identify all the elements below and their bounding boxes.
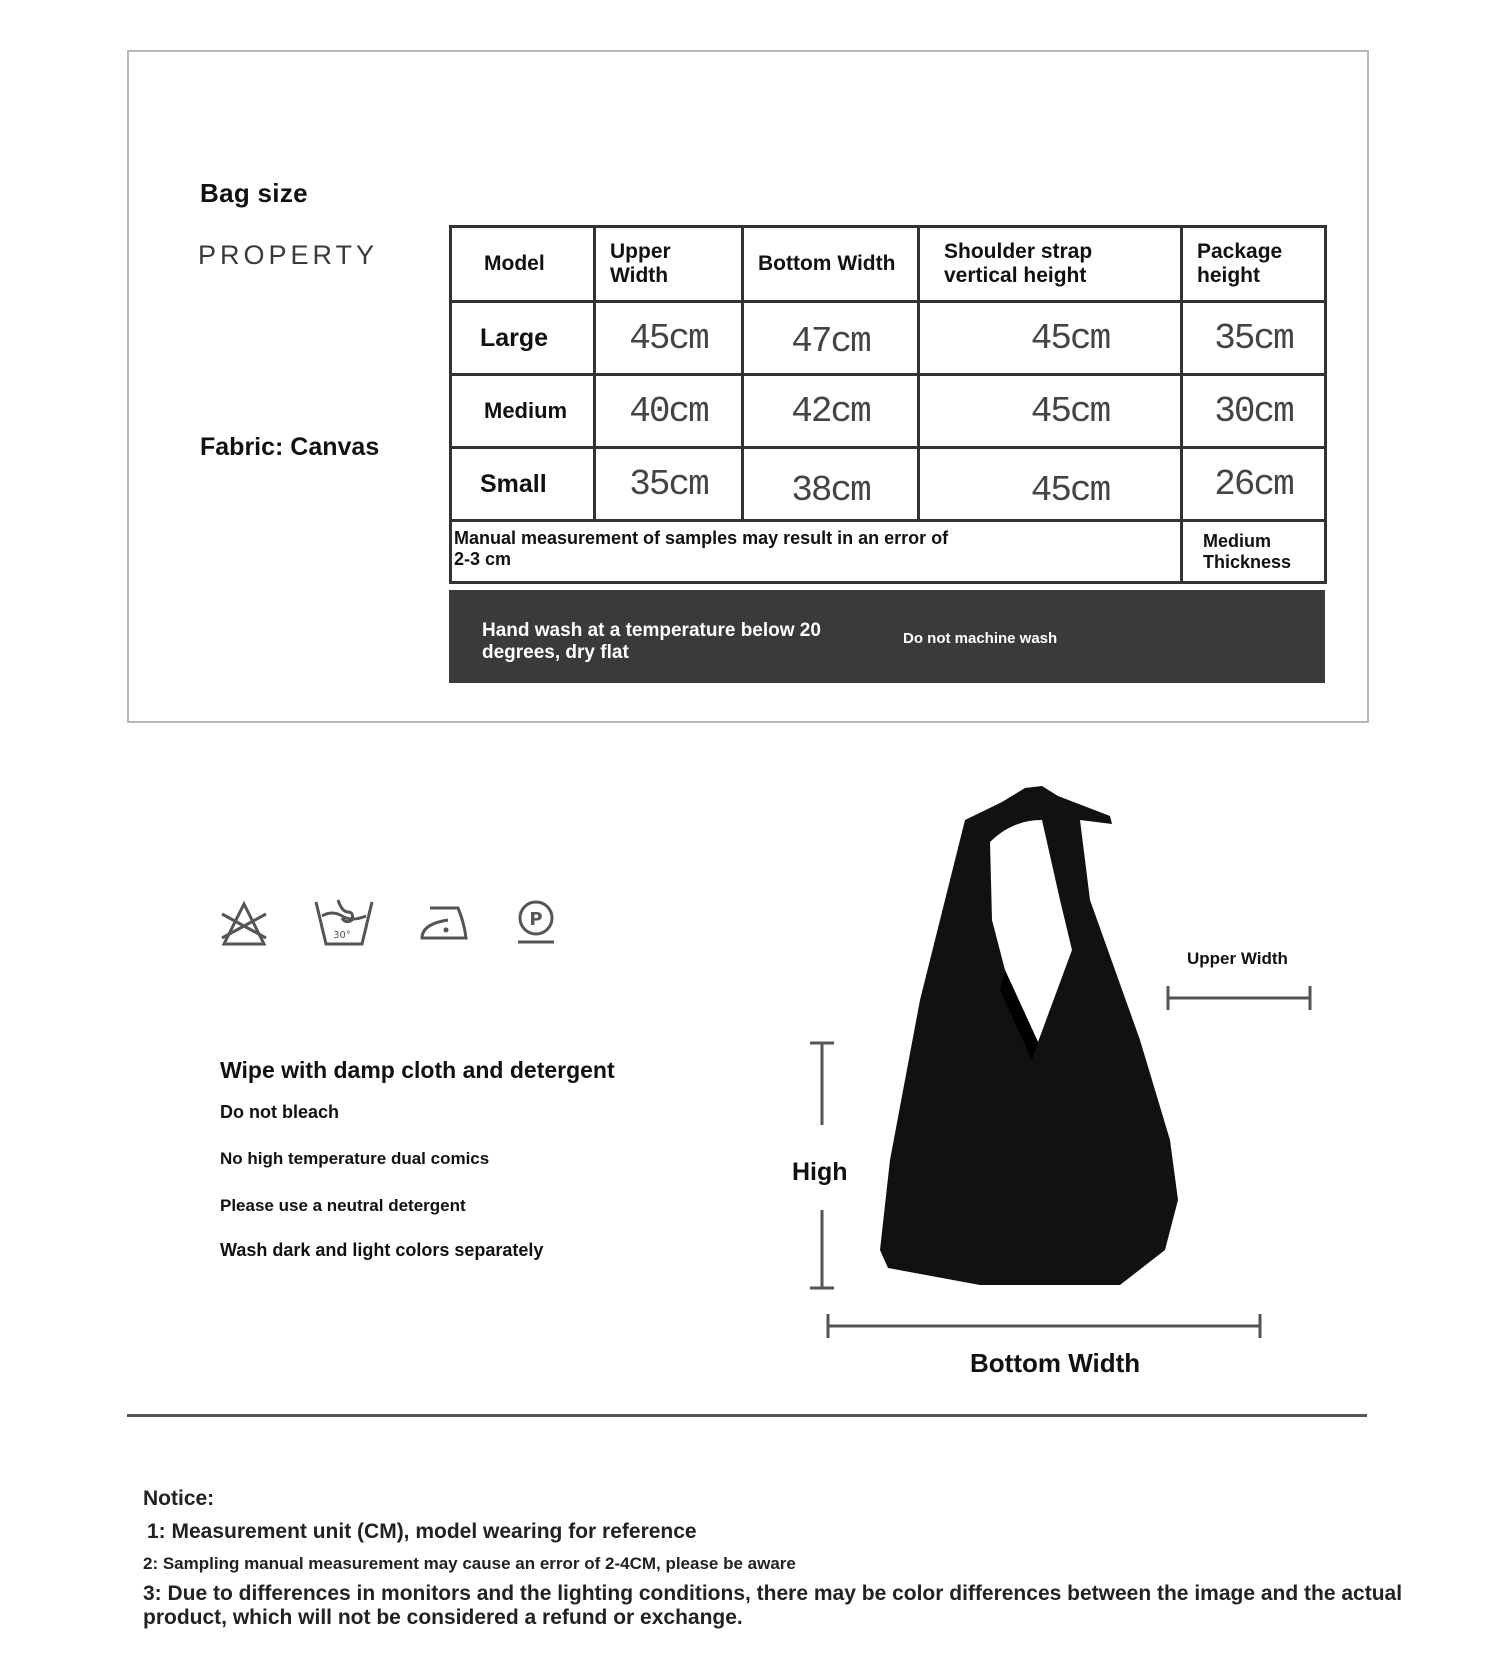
table-note-row <box>451 521 1326 583</box>
hand-wash-30-icon <box>312 898 376 948</box>
table-row <box>451 302 1326 375</box>
cell-package-height: 35cm <box>1182 302 1326 375</box>
header-bottom-width: Bottom Width <box>743 227 919 302</box>
table-row <box>451 375 1326 448</box>
notice-item: 3: Due to differences in monitors and the lighting conditions, there may be color differences between the image and the actual product, which will not be considered a refund or exchange. <box>143 1582 1403 1629</box>
model-small: Small <box>451 448 595 521</box>
wash-temp-label: 30° <box>333 930 351 941</box>
cell-package-height: 26cm <box>1182 448 1326 521</box>
care-instruction: Wipe with damp cloth and detergent <box>220 1057 615 1083</box>
care-instruction: Please use a neutral detergent <box>220 1196 466 1215</box>
header-strap-height: Shoulder strap vertical height <box>919 227 1182 302</box>
iron-low-heat-icon <box>418 898 470 948</box>
model-medium: Medium <box>451 375 595 448</box>
notice-item: 1: Measurement unit (CM), model wearing for reference <box>147 1520 697 1543</box>
cell-bottom-width: 42cm <box>743 375 919 448</box>
cell-upper-width: 40cm <box>595 375 743 448</box>
care-instruction: Wash dark and light colors separately <box>220 1240 544 1260</box>
care-instruction: No high temperature dual comics <box>220 1149 490 1168</box>
cell-strap-height: 45cm <box>919 448 1182 521</box>
thickness-cell: Medium Thickness <box>1182 521 1326 583</box>
cell-bottom-width: 38cm <box>743 448 919 521</box>
bottom-width-dimension-line <box>828 1314 1260 1338</box>
property-heading: PROPERTY <box>198 240 379 270</box>
bag-diagram <box>780 780 1420 1400</box>
svg-text:P: P <box>529 909 543 930</box>
cell-upper-width: 35cm <box>595 448 743 521</box>
notice-item: 2: Sampling manual measurement may cause an error of 2-4CM, please be aware <box>143 1554 796 1573</box>
section-divider <box>127 1414 1367 1417</box>
fabric-label: Fabric: Canvas <box>200 433 380 461</box>
model-large: Large <box>451 302 595 375</box>
cell-upper-width: 45cm <box>595 302 743 375</box>
measurement-note: Manual measurement of samples may result in an error of 2-3 cm <box>451 521 1182 583</box>
size-table <box>449 225 1327 584</box>
cell-bottom-width: 47cm <box>743 302 919 375</box>
do-not-bleach-icon <box>218 898 270 948</box>
header-model: Model <box>451 227 595 302</box>
cell-strap-height: 45cm <box>919 375 1182 448</box>
no-machine-wash-note: Do not machine wash <box>903 630 1058 647</box>
high-label: High <box>792 1158 848 1186</box>
table-header-row <box>451 227 1326 302</box>
cell-strap-height: 45cm <box>919 302 1182 375</box>
hand-wash-note: Hand wash at a temperature below 20 degrees, dry flat <box>482 620 821 663</box>
notice-title: Notice: <box>143 1487 215 1510</box>
upper-width-dimension-line <box>1168 986 1310 1010</box>
upper-width-label: Upper Width <box>1187 949 1288 968</box>
bottom-width-label: Bottom Width <box>970 1348 1141 1378</box>
header-package-height: Package height <box>1182 227 1326 302</box>
dry-clean-p-icon <box>512 898 564 948</box>
care-instruction: Do not bleach <box>220 1102 340 1122</box>
cell-package-height: 30cm <box>1182 375 1326 448</box>
table-row <box>451 448 1326 521</box>
bag-size-heading: Bag size <box>200 178 308 208</box>
header-upper-width: Upper Width <box>595 227 743 302</box>
